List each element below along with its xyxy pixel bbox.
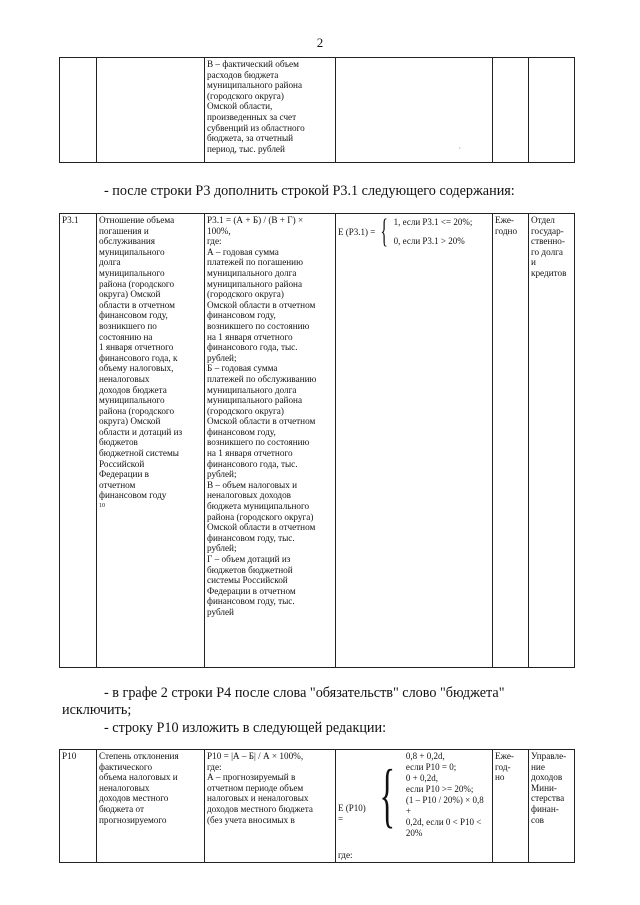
- text-line: области и дотаций из: [99, 426, 183, 437]
- text-line: Федерации в: [99, 469, 150, 480]
- text-line: долга: [99, 257, 121, 268]
- text-line: муниципального: [99, 395, 165, 406]
- calculation-formula: [205, 750, 336, 863]
- text-line: но: [495, 772, 505, 783]
- text-line: на 1 января отчетного: [207, 331, 293, 342]
- text-line: Р10 = |А – Б| / А × 100%,: [207, 751, 304, 761]
- text-line: состоянию на: [99, 331, 153, 342]
- score-cases: [406, 751, 490, 839]
- text-line: Отношение объема: [99, 215, 175, 225]
- score-label: E (Р10) =: [338, 803, 366, 824]
- text-line: рублей: [207, 606, 234, 617]
- text-line: государ-: [531, 225, 564, 236]
- instruction-replace-p10: - строку Р10 изложить в следующей редакции:: [104, 720, 387, 736]
- text-line: В – объем налоговых и: [207, 479, 297, 490]
- text-line: Российской: [99, 458, 145, 469]
- text-line: Мини-: [531, 782, 557, 793]
- text-line: Еже-: [495, 215, 514, 225]
- score-label: E (Р3.1) =: [338, 226, 376, 237]
- text-line: рублей;: [207, 352, 237, 363]
- text-line: 1 января отчетного: [99, 342, 174, 353]
- text-line: отчетном периоде объем: [207, 782, 304, 793]
- text-line: бюджетов: [99, 437, 138, 448]
- score-case: 0,8 + 0,2d,: [405, 751, 445, 761]
- score-case: 0, если Р3.1 > 20%: [393, 236, 465, 246]
- text-line: финансовом году: [99, 490, 167, 501]
- score-case: 1, если Р3.1 <= 20%;: [393, 217, 473, 227]
- text-line: доходов: [531, 772, 563, 783]
- text-line: возникшего по: [99, 320, 157, 331]
- score-cases: [394, 217, 473, 247]
- text-line: платежей по погашению: [207, 257, 303, 268]
- text-line: бюджетной системы: [99, 448, 179, 459]
- score-case: если Р10 >= 20%;: [405, 784, 474, 794]
- text-line: финан-: [531, 803, 559, 814]
- score-where: где:: [338, 850, 353, 861]
- text-line: муниципального долга: [207, 384, 297, 395]
- text-line: Степень отклонения: [99, 751, 179, 761]
- text-line: объема налоговых и: [99, 772, 178, 783]
- table-row-p10: [59, 749, 575, 863]
- row-code: Р10: [60, 750, 97, 863]
- text-line: доходов бюджета: [99, 384, 167, 395]
- text-line: возникшего по состоянию: [207, 320, 310, 331]
- text-line: Р3.1 = (А + Б) / (В + Г) ×: [207, 215, 304, 225]
- score-formula: [338, 751, 490, 839]
- table-continuation: [59, 57, 575, 163]
- text-line: финансовом году,: [207, 310, 276, 321]
- text-line: на 1 января отчетного: [207, 448, 293, 459]
- cell-empty: [529, 58, 575, 163]
- text-line: Омской области в отчетном: [207, 522, 316, 533]
- text-line: Омской области в отчетном: [207, 299, 316, 310]
- score-cell: [336, 214, 493, 668]
- text-line: финансового года, тыс.: [207, 342, 298, 353]
- cell-empty: [493, 58, 529, 163]
- text-line: объему налоговых,: [99, 363, 174, 374]
- text-line: района (городского: [99, 405, 175, 416]
- text-line: В – фактический объем: [207, 59, 299, 69]
- text-line: доходов местного: [99, 793, 169, 804]
- text-line: А – годовая сумма: [207, 246, 279, 257]
- score-case: (1 – Р10 / 20%) × 0,8 +: [405, 795, 484, 816]
- text-line: муниципального: [99, 267, 165, 278]
- text-line: где:: [207, 761, 222, 772]
- text-line: системы Российской: [207, 575, 288, 586]
- text-line: бюджета муниципального: [207, 501, 310, 512]
- text-line: муниципального района: [207, 278, 303, 289]
- footnote-ref: 10: [99, 503, 105, 510]
- text-line: Омской области,: [207, 101, 273, 112]
- instruction-line: - в графе 2 строки Р4 после слова "обязательств" слово "бюджета": [104, 685, 505, 701]
- indicator-name: [97, 750, 205, 863]
- text-line: рублей;: [207, 469, 237, 480]
- text-line: бюджета от: [99, 803, 145, 814]
- text-line: (без учета вносимых в: [207, 814, 295, 825]
- text-line: неналоговых: [99, 373, 150, 384]
- text-line: муниципального долга: [207, 267, 297, 278]
- text-line: района (городского округа): [207, 511, 314, 522]
- score-cell: [336, 750, 493, 863]
- page-number: 2: [316, 35, 324, 50]
- text-line: налоговых и неналоговых: [207, 793, 309, 804]
- row-code: Р3.1: [60, 214, 97, 668]
- brace-icon: {: [380, 213, 389, 250]
- text-line: бюджетов бюджетной: [207, 564, 293, 575]
- text-line: Б – годовая сумма: [207, 363, 278, 374]
- text-line: расходов бюджета: [207, 69, 279, 80]
- text-line: муниципального: [99, 246, 165, 257]
- responsible-cell: [529, 750, 575, 863]
- text-line: Управле-: [531, 751, 567, 761]
- text-line: рублей;: [207, 543, 237, 554]
- text-line: А – прогнозируемый в: [207, 772, 296, 783]
- text-line: ственно-: [531, 236, 565, 247]
- score-case: 0 + 0,2d,: [405, 773, 438, 783]
- text-line: возникшего по состоянию: [207, 437, 310, 448]
- cell-empty: [97, 58, 205, 163]
- cell-definition-v: [205, 58, 336, 163]
- text-line: неналоговых: [99, 782, 150, 793]
- text-line: (городского округа): [207, 405, 284, 416]
- text-line: Омской области в отчетном: [207, 416, 316, 427]
- period-cell: [493, 214, 529, 668]
- score-case: 0,2d, если 0 < Р10 < 20%: [405, 817, 482, 838]
- text-line: сов: [531, 814, 545, 825]
- text-line: муниципального района: [207, 395, 303, 406]
- text-line: финансовом году,: [207, 426, 276, 437]
- text-line: го долга: [531, 246, 564, 257]
- scan-speck: ·: [458, 143, 462, 153]
- text-line: фактического: [99, 761, 153, 772]
- brace-icon: {: [379, 755, 396, 835]
- text-line: субвенций из областного: [207, 122, 305, 133]
- cell-empty: [60, 58, 97, 163]
- instruction-add-row: - после строки Р3 дополнить строкой Р3.1 следующего содержания:: [104, 183, 515, 199]
- text-line: 100%,: [207, 225, 231, 236]
- cell-empty: [336, 58, 493, 163]
- text-line: ние: [531, 761, 545, 772]
- text-line: финансовом году, тыс.: [207, 532, 295, 543]
- text-line: Отдел: [531, 215, 555, 225]
- instruction-edit-p4: [104, 685, 584, 702]
- text-line: платежей по обслуживанию: [207, 373, 317, 384]
- responsible-cell: [529, 214, 575, 668]
- text-line: погашения и: [99, 225, 149, 236]
- instruction-edit-p4-end: исключить;: [62, 702, 132, 718]
- score-formula: [338, 213, 490, 250]
- text-line: и: [531, 257, 536, 268]
- table-row-p3-1: [59, 213, 575, 668]
- text-line: стерства: [531, 793, 565, 804]
- text-line: обслуживания: [99, 236, 156, 247]
- text-line: отчетном: [99, 479, 136, 490]
- indicator-name: [97, 214, 205, 668]
- calculation-formula: [205, 214, 336, 668]
- text-line: произведенных за счет: [207, 111, 297, 122]
- text-line: муниципального района: [207, 80, 303, 91]
- text-line: прогнозируемого: [99, 814, 167, 825]
- text-line: годно: [495, 225, 518, 236]
- text-line: Г – объем дотаций из: [207, 554, 291, 564]
- text-line: Федерации в отчетном: [207, 585, 296, 596]
- text-line: доходов местного бюджета: [207, 803, 313, 814]
- text-line: округа) Омской: [99, 416, 161, 427]
- text-line: финансового года, тыс.: [207, 458, 298, 469]
- text-line: кредитов: [531, 267, 567, 278]
- text-line: год-: [495, 761, 511, 772]
- text-line: период, тыс. рублей: [207, 143, 285, 154]
- score-case: если Р10 = 0;: [405, 762, 457, 772]
- text-line: бюджета, за отчетный: [207, 133, 294, 144]
- text-line: финансового года, к: [99, 352, 178, 363]
- period-cell: [493, 750, 529, 863]
- text-line: где:: [207, 236, 222, 247]
- text-line: неналоговых доходов: [207, 490, 292, 501]
- text-line: финансовом году,: [99, 310, 168, 321]
- text-line: района (городского: [99, 278, 175, 289]
- text-line: Еже-: [495, 751, 514, 761]
- text-line: области в отчетном: [99, 299, 175, 310]
- text-line: округа) Омской: [99, 289, 161, 300]
- text-line: (городского округа): [207, 289, 284, 300]
- text-line: (городского округа): [207, 90, 284, 101]
- text-line: финансовом году, тыс.: [207, 596, 295, 607]
